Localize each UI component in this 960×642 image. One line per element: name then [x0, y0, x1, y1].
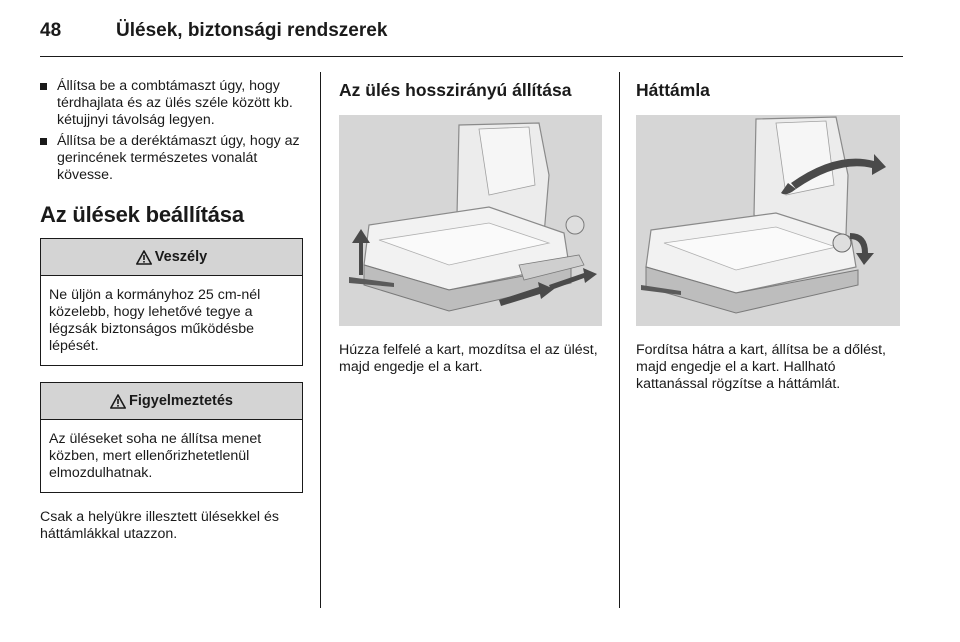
seat-longitudinal-illustration — [339, 115, 602, 326]
column-divider — [619, 72, 620, 608]
bullet-square-icon — [40, 83, 47, 90]
bullet-text: Állítsa be a deréktámaszt úgy, hogy az gerincének természetes vonalát kövesse. — [57, 133, 300, 183]
callout-header — [41, 239, 302, 276]
page-title: Ülések, biztonsági rendszerek — [116, 20, 388, 41]
closing-paragraph: Csak a helyükre illesztett ülésekkel és háttámlákkal utazzon. — [40, 509, 279, 542]
section-heading: Az ülés hosszirányú állítása — [339, 80, 572, 100]
section-heading: Háttámla — [636, 80, 710, 100]
column-middle — [339, 68, 602, 376]
bullet-list — [40, 78, 303, 184]
bullet-square-icon — [40, 138, 47, 145]
column-right — [636, 68, 900, 393]
figure-caption: Fordítsa hátra a kart, állítsa be a dőlést, majd engedje el a kart. Hallható kattanással rögzítse a háttámlát. — [636, 342, 886, 392]
list-item — [40, 78, 303, 129]
callout-body: Ne üljön a kormányhoz 25 cm-nél közelebb, hogy lehetővé tegye a légzsák biztonságos működésbe lépését. — [49, 287, 261, 354]
callout-label: Figyelmeztetés — [129, 393, 233, 409]
figure-caption: Húzza felfelé a kart, mozdítsa el az ülést, majd engedje el a kart. — [339, 342, 598, 375]
danger-callout — [40, 238, 303, 366]
page-number: 48 — [40, 20, 62, 41]
page-header — [40, 20, 920, 44]
backrest-image — [636, 115, 900, 326]
column-left — [40, 68, 303, 543]
backrest-illustration — [636, 115, 900, 326]
column-divider — [320, 72, 321, 608]
warning-triangle-icon — [136, 250, 152, 265]
warning-triangle-icon — [110, 394, 126, 409]
section-title: Az ülések beállítása — [40, 202, 244, 227]
seat-slide-image — [339, 115, 602, 326]
header-rule — [40, 56, 903, 57]
callout-header — [41, 383, 302, 420]
bullet-text: Állítsa be a combtámaszt úgy, hogy térdhajlata és az ülés széle között kb. kétujjnyi távolság legyen. — [57, 78, 293, 128]
warning-callout — [40, 382, 303, 493]
callout-body: Az üléseket soha ne állítsa menet közben, mert ellenőrizhetetlenül elmozdulhatnak. — [49, 431, 262, 481]
callout-label: Veszély — [154, 249, 208, 265]
list-item — [40, 133, 303, 184]
